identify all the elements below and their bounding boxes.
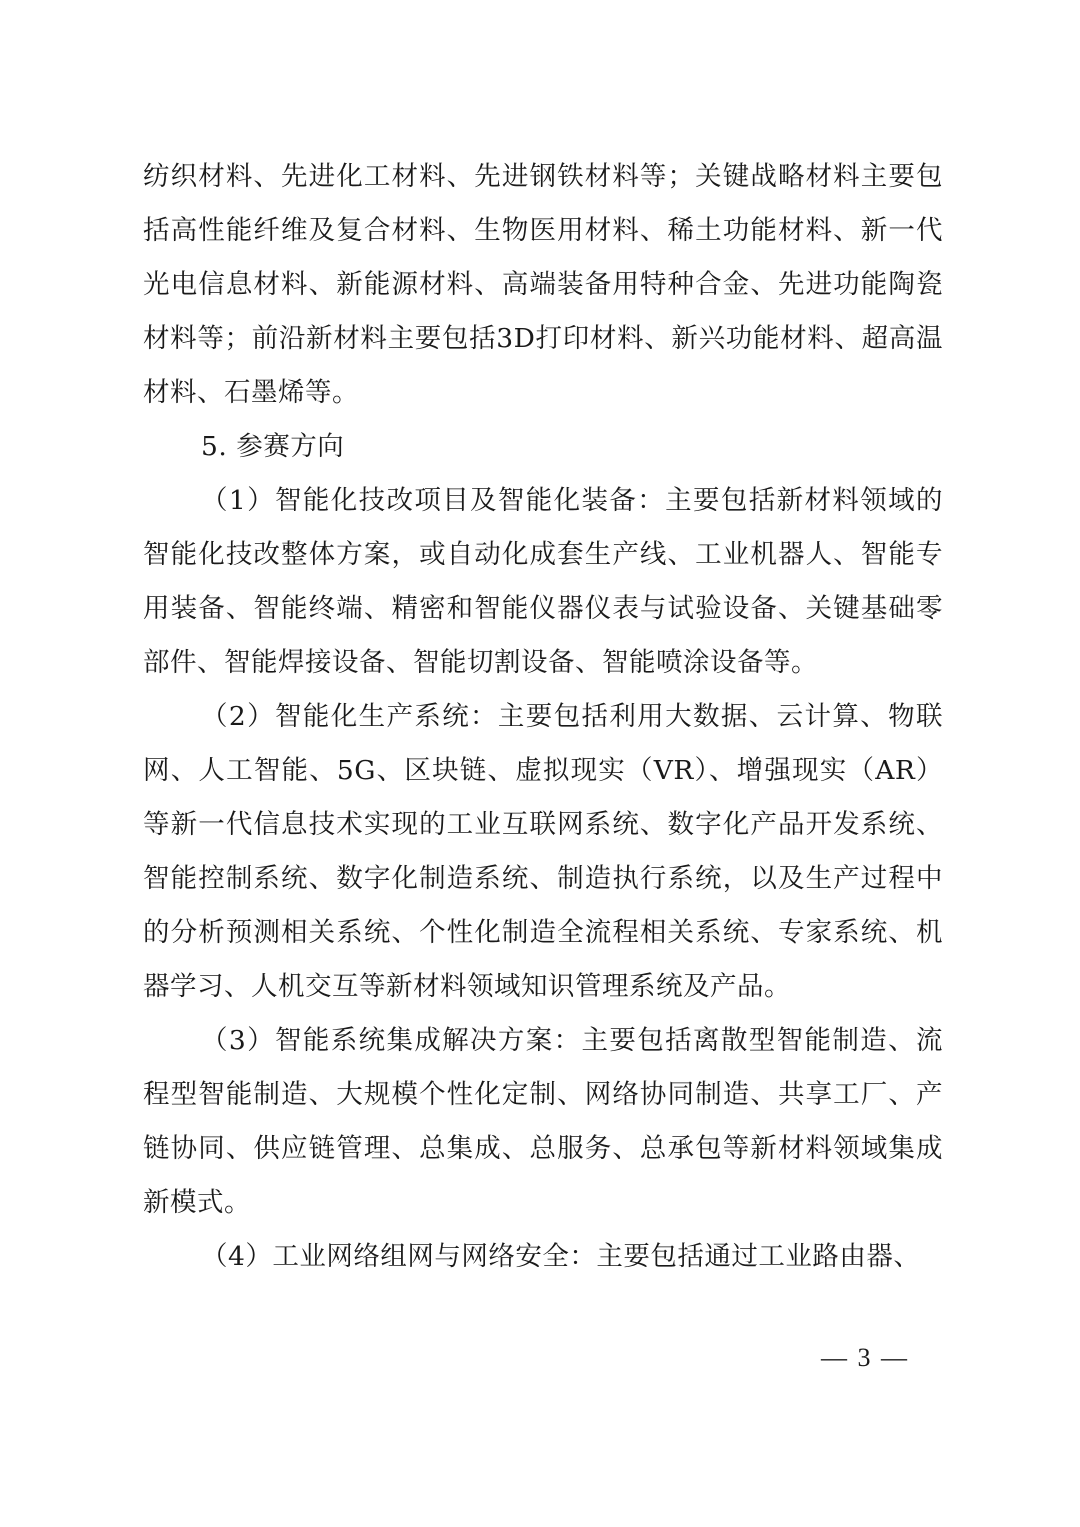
paragraph-direction-4: （4）工业网络组网与网络安全：主要包括通过工业路由器、 bbox=[201, 1241, 921, 1272]
paragraph-direction-1: （1）智能化技改项目及智能化装备：主要包括新材料领域的智能化技改整体方案，或自动化成套生产线、工业机器人、智能专用装备、智能终端、精密和智能仪器仪表与试验设备、关键基础零部件、智能焊接设备、智能切割设备、智能喷涂设备等。 bbox=[143, 485, 943, 678]
page-number: — 3 — bbox=[821, 1343, 909, 1372]
document-body bbox=[143, 150, 943, 1284]
paragraph-direction-3: （3）智能系统集成解决方案：主要包括离散型智能制造、流程型智能制造、大规模个性化定制、网络协同制造、共享工厂、产链协同、供应链管理、总集成、总服务、总承包等新材料领域集成新模式。 bbox=[143, 1025, 943, 1218]
section-heading-competition-directions: 5. 参赛方向 bbox=[201, 431, 345, 462]
paragraph-direction-2: （2）智能化生产系统：主要包括利用大数据、云计算、物联网、人工智能、5G、区块链、虚拟现实（VR）、增强现实（AR）等新一代信息技术实现的工业互联网系统、数字化产品开发系统、智能控制系统、数字化制造系统、制造执行系统，以及生产过程中的分析预测相关系统、个性化制造全流程相关系统、专家系统、机器学习、人机交互等新材料领域知识管理系统及产品。 bbox=[143, 701, 943, 1002]
paragraph-materials-list: 纺织材料、先进化工材料、先进钢铁材料等；关键战略材料主要包括高性能纤维及复合材料、生物医用材料、稀土功能材料、新一代光电信息材料、新能源材料、高端装备用特种合金、先进功能陶瓷材料等；前沿新材料主要包括3D打印材料、新兴功能材料、超高温材料、石墨烯等。 bbox=[143, 161, 943, 408]
